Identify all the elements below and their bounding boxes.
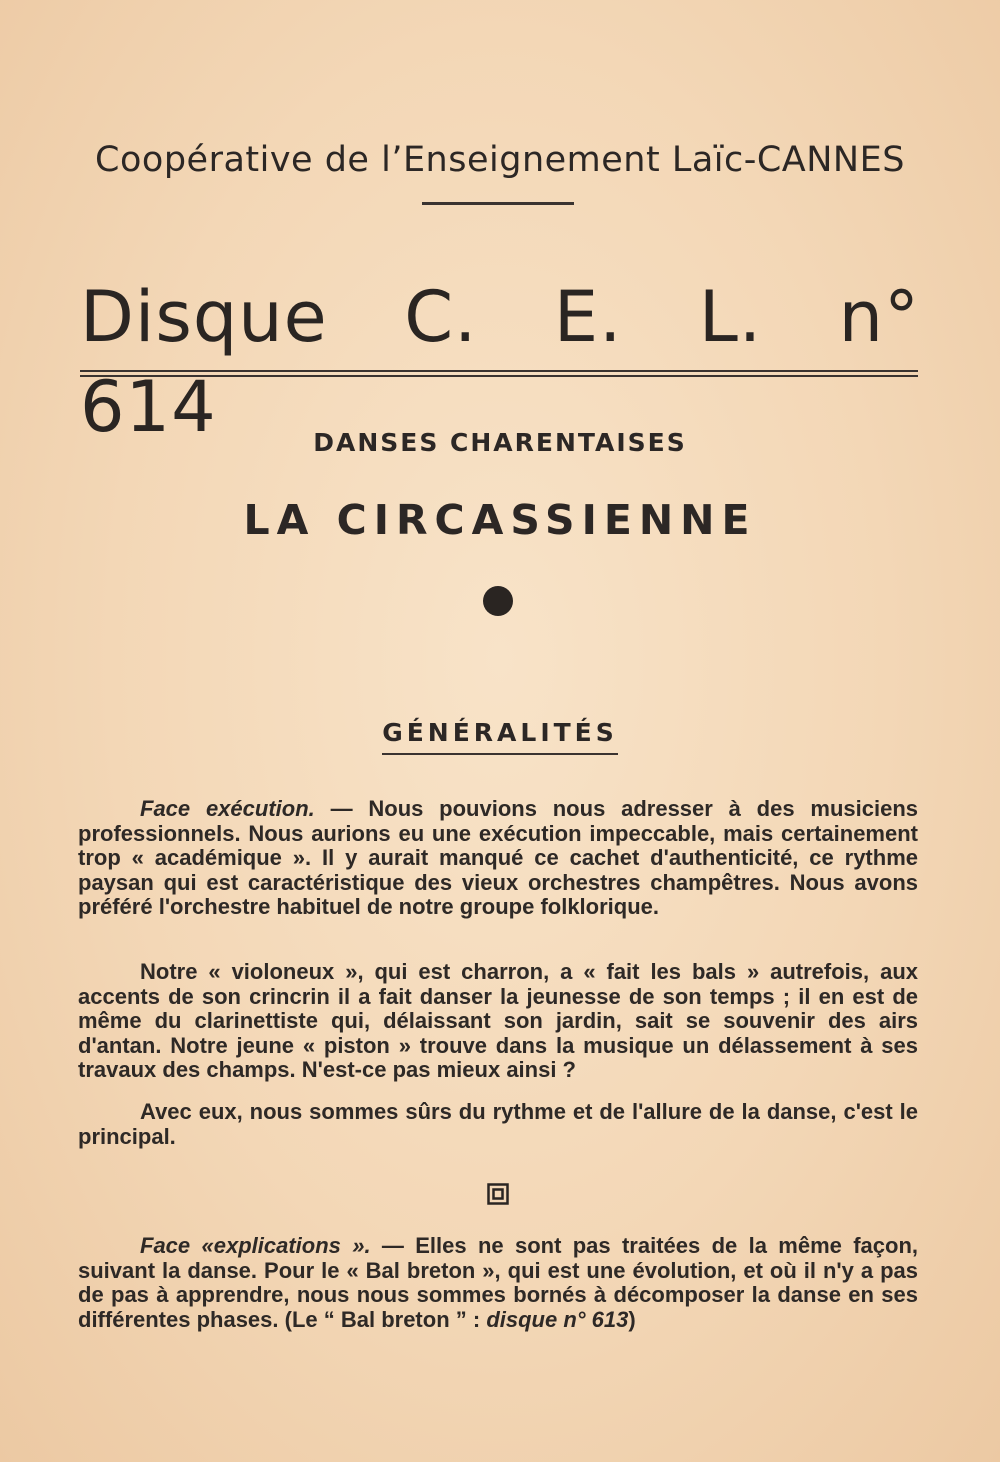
short-divider — [422, 202, 574, 205]
double-divider — [80, 370, 918, 377]
section-heading-text: GÉNÉRALITÉS — [382, 718, 618, 755]
filled-circle-icon — [483, 586, 513, 616]
paragraph-face-execution — [78, 797, 918, 920]
disc-reference: disque n° 613 — [486, 1306, 629, 1332]
section-heading — [0, 718, 1000, 755]
boxed-square-icon — [487, 1183, 509, 1205]
paragraph-avec-eux — [78, 1100, 918, 1149]
paragraph-text: Avec eux, nous sommes sûrs du rythme et de l'allure de la danse, c'est le principal. — [78, 1099, 918, 1149]
paragraph-violoneux — [78, 960, 918, 1083]
dance-title: LA CIRCASSIENNE — [243, 496, 757, 544]
subtitle: DANSES CHARENTAISES — [313, 428, 687, 457]
paragraph-face-explications — [78, 1234, 918, 1332]
paragraph-text: — Nous pouvions nous adresser à des musiciens professionnels. Nous aurions eu une exécution impeccable, mais certainement trop « académique ». Il y aurait manqué ce cachet d'authenticité, ce rythme paysan qui est caractéristique des vieux orchestres champêtres. Nous avons préféré l'orchestre habituel de notre groupe folklorique. — [78, 796, 918, 920]
paragraph-text: — Elles ne sont pas traitées de la même façon, suivant la danse. Pour le « Bal breton », qui est une évolution, et où il n'y a pas de pas à apprendre, nous nous sommes bornés à décomposer la danse en ses différentes phases. (Le “ Bal breton ” : — [78, 1233, 918, 1332]
closing-paren: ) — [628, 1306, 636, 1332]
publisher-line: Coopérative de l’Enseignement Laïc-CANNES — [95, 140, 905, 180]
paragraph-lead: Face exécution. — [140, 796, 315, 821]
paragraph-lead: Face «explications ». — [140, 1233, 371, 1258]
disc-title: Disque C. E. L. n° 614 — [80, 276, 920, 448]
paragraph-text: Notre « violoneux », qui est charron, a « fait les bals » autrefois, aux accents de son crincrin il a fait danser la jeunesse de son temps ; il en est de même du clarinettiste qui, délaissant son jardin, sait se souvenir des airs d'antan. Notre jeune « piston » trouve dans la musique un délassement à ses travaux des champs. N'est-ce pas mieux ainsi ? — [78, 959, 918, 1083]
